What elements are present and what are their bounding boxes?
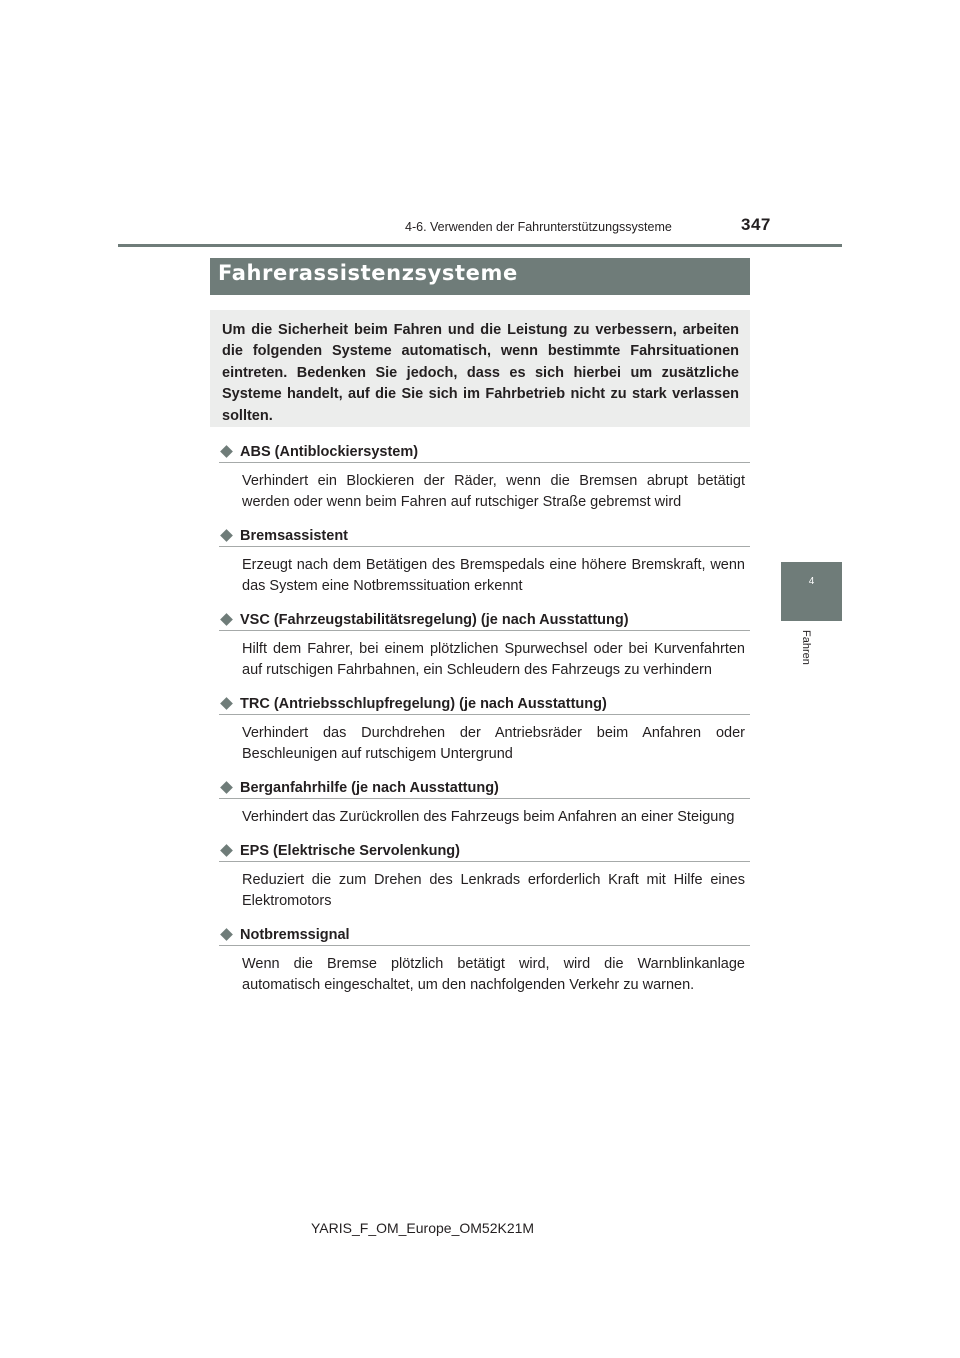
header-rule <box>118 244 842 247</box>
section-heading-text: ABS (Antiblockiersystem) <box>240 443 419 460</box>
page-header-section-title: 4-6. Verwenden der Fahrunterstützungssysteme <box>405 220 672 234</box>
section-heading <box>219 609 750 631</box>
section-heading <box>219 525 750 547</box>
intro-box: Um die Sicherheit beim Fahren und die Leistung zu verbessern, arbeiten die folgenden Systeme automatisch, wenn bestimmte Fahrsituationen eintreten. Bedenken Sie jedoch, dass es sich hierbei um zusätzliche Systeme handelt, auf die Sie sich im Fahrbetrieb nicht zu stark verlassen sollten. <box>210 310 750 427</box>
section-heading-text: EPS (Elektrische Servolenkung) <box>240 842 460 859</box>
section-trc <box>219 693 750 765</box>
section-eps <box>219 840 750 912</box>
section-heading <box>219 693 750 715</box>
sections <box>219 441 750 1008</box>
diamond-bullet-icon <box>220 697 233 710</box>
page-title: Fahrerassistenzsysteme <box>210 258 750 295</box>
section-vsc <box>219 609 750 681</box>
diamond-bullet-icon <box>220 844 233 857</box>
section-heading <box>219 777 750 799</box>
section-body: Hilft dem Fahrer, bei einem plötzlichen Spurwechsel oder bei Kurvenfahrten auf rutschigen Fahrbahnen, ein Schleudern des Fahrzeugs zu verhindern <box>242 641 745 678</box>
chapter-number: 4 <box>808 576 815 587</box>
page-number: 347 <box>741 215 771 234</box>
section-heading-text: Notbremssignal <box>240 926 350 943</box>
section-body: Verhindert das Durchdrehen der Antriebsräder beim Anfahren oder Beschleunigen auf rutschigem Untergrund <box>242 725 745 762</box>
section-body: Reduziert die zum Drehen des Lenkrads erforderlich Kraft mit Hilfe eines Elektromotors <box>242 872 745 909</box>
diamond-bullet-icon <box>220 928 233 941</box>
diamond-bullet-icon <box>220 529 233 542</box>
diamond-bullet-icon <box>220 613 233 626</box>
section-body: Verhindert das Zurückrollen des Fahrzeugs beim Anfahren an einer Steigung <box>242 809 735 825</box>
section-heading <box>219 924 750 946</box>
diamond-bullet-icon <box>220 445 233 458</box>
section-body: Verhindert ein Blockieren der Räder, wenn die Bremsen abrupt betätigt werden oder wenn beim Fahren auf rutschiger Straße gebremst wird <box>242 473 745 510</box>
section-abs <box>219 441 750 513</box>
diamond-bullet-icon <box>220 781 233 794</box>
chapter-label: Fahren <box>800 630 812 665</box>
section-heading-text: Berganfahrhilfe (je nach Ausstattung) <box>240 779 499 796</box>
section-emergency-brake-signal <box>219 924 750 996</box>
section-hill-start-assist <box>219 777 750 828</box>
chapter-tab <box>781 562 842 621</box>
section-heading <box>219 441 750 463</box>
footer-document-code: YARIS_F_OM_Europe_OM52K21M <box>311 1220 535 1236</box>
section-heading-text: Bremsassistent <box>240 527 348 544</box>
section-heading-text: VSC (Fahrzeugstabilitätsregelung) (je nach Ausstattung) <box>240 611 629 628</box>
section-brake-assist <box>219 525 750 597</box>
section-heading <box>219 840 750 862</box>
section-heading-text: TRC (Antriebsschlupfregelung) (je nach Ausstattung) <box>240 695 607 712</box>
section-body: Wenn die Bremse plötzlich betätigt wird, wird die Warnblinkanlage automatisch eingeschaltet, um den nachfolgenden Verkehr zu warnen. <box>242 956 745 993</box>
section-body: Erzeugt nach dem Betätigen des Bremspedals eine höhere Bremskraft, wenn das System eine Notbremssituation erkennt <box>242 557 745 594</box>
